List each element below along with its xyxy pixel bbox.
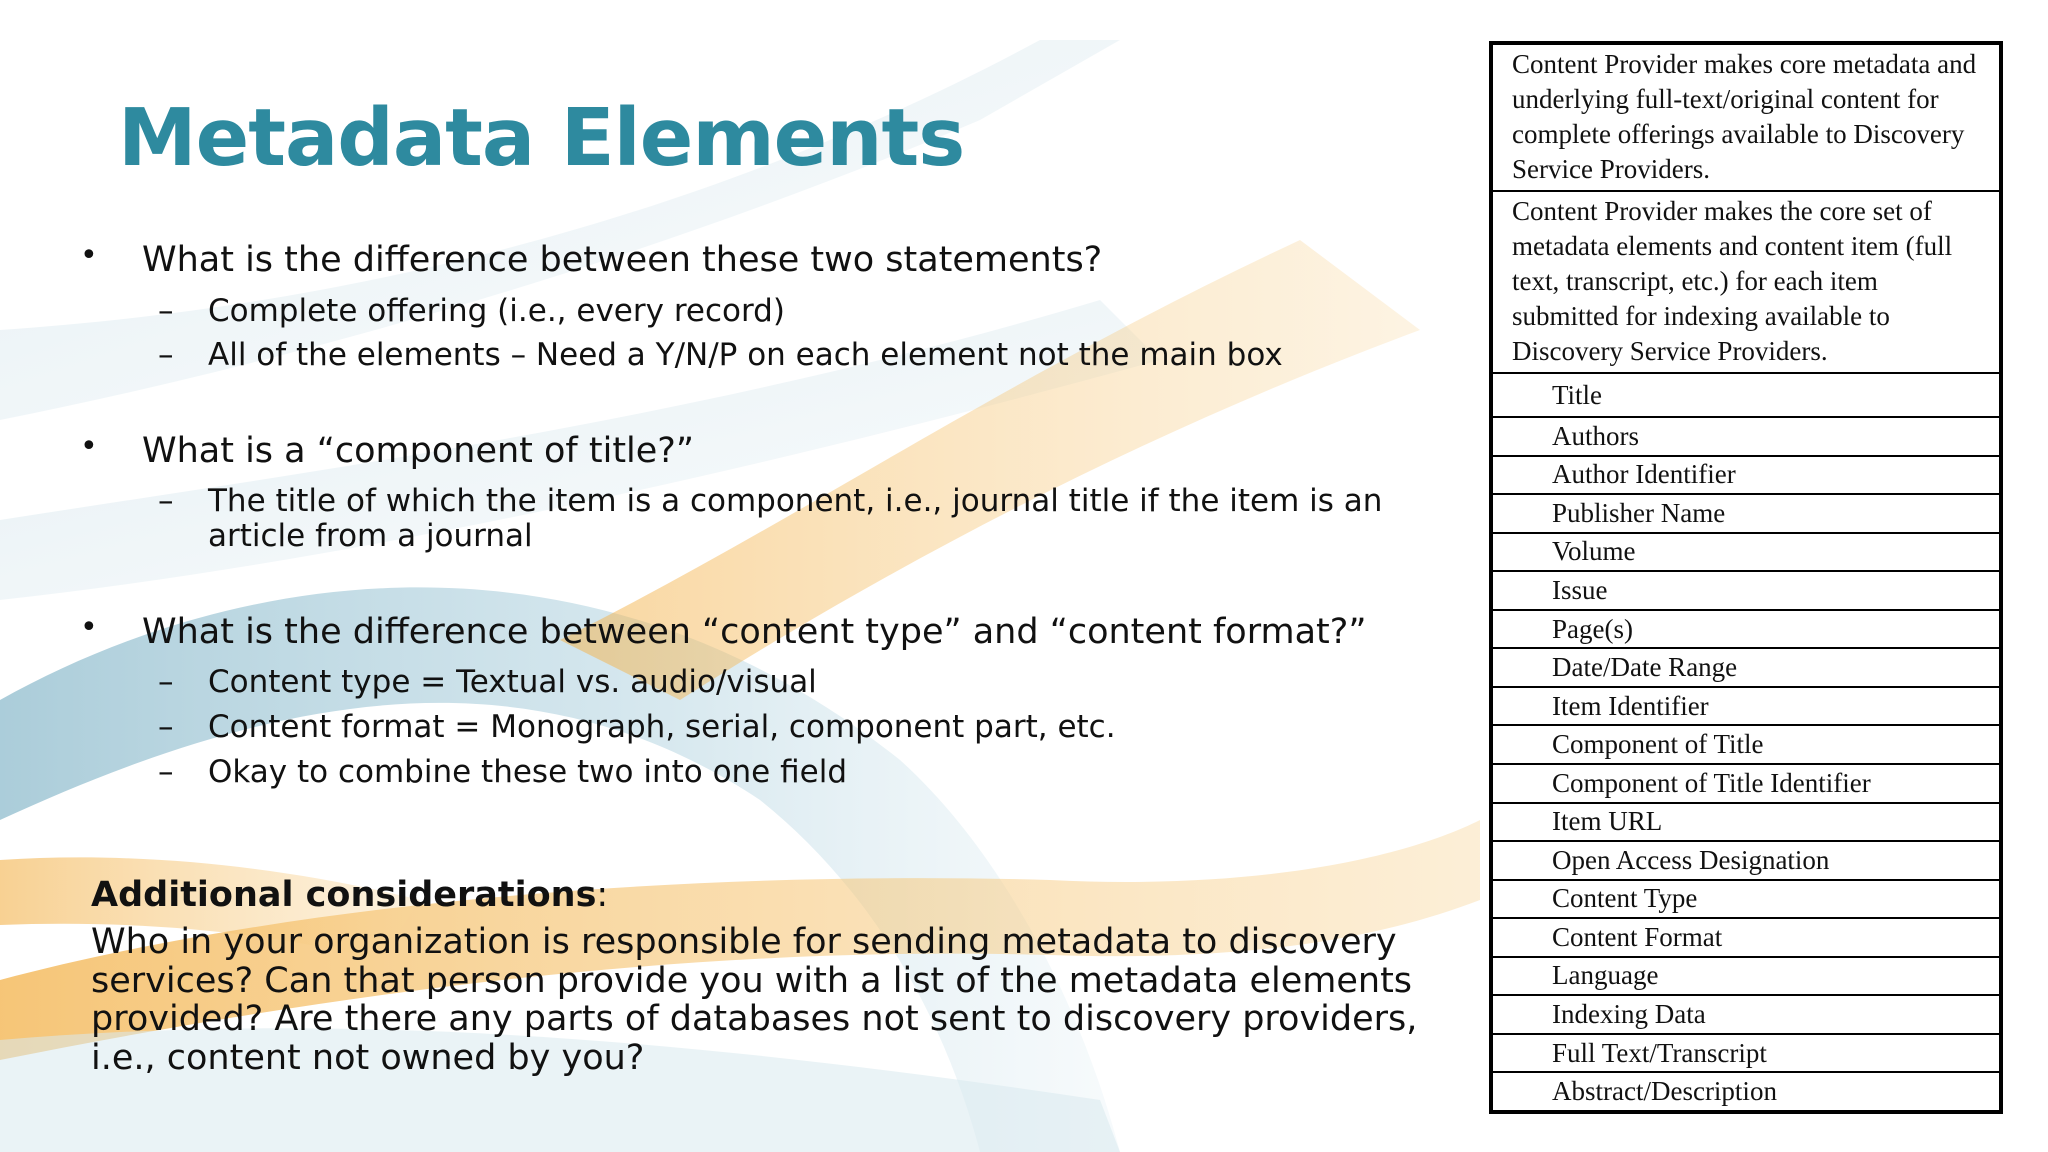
- table-element-row: Page(s): [1493, 611, 1999, 650]
- sub-text: All of the elements – Need a Y/N/P on each element not the main box: [208, 337, 1283, 374]
- sub-list: [80, 484, 1430, 553]
- sub-item: [80, 710, 1430, 745]
- sub-text: The title of which the item is a component, i.e., journal title if the item is an article from a journal: [208, 483, 1383, 555]
- table-element-row: Open Access Designation: [1493, 842, 1999, 881]
- bullet-text: What is the difference between these two statements?: [142, 240, 1103, 280]
- table-element-row: Component of Title: [1493, 726, 1999, 765]
- table-element-row: Date/Date Range: [1493, 649, 1999, 688]
- bullet-icon: •: [80, 238, 98, 273]
- sub-text: Complete offering (i.e., every record): [208, 292, 785, 329]
- bullet-icon: •: [80, 609, 98, 645]
- table-element-row: Full Text/Transcript: [1493, 1035, 1999, 1074]
- sub-item: [80, 755, 1430, 790]
- bullet-text: What is a “component of title?”: [142, 430, 695, 471]
- table-description-cell: Content Provider makes the core set of metadata elements and content item (full text, transcript, etc.) for each item submitted for indexing available to Discovery Service Providers.: [1493, 192, 1999, 374]
- table-element-row: Publisher Name: [1493, 495, 1999, 534]
- table-element-row: Component of Title Identifier: [1493, 765, 1999, 804]
- sub-item: [80, 294, 1430, 329]
- bullet-item: [80, 610, 1430, 656]
- additional-heading: Additional considerations: [91, 875, 597, 915]
- slide-title: Metadata Elements: [118, 92, 965, 184]
- dash-icon: –: [158, 664, 174, 701]
- table-element-row: Issue: [1493, 572, 1999, 611]
- bullet-item: [80, 429, 1430, 475]
- bullet-text: What is the difference between “content type” and “content format?”: [142, 611, 1367, 652]
- dash-icon: –: [158, 753, 174, 790]
- table-element-row: Indexing Data: [1493, 996, 1999, 1035]
- dash-icon: –: [158, 292, 174, 329]
- sub-list: [80, 665, 1430, 789]
- bullet-icon: •: [80, 428, 98, 464]
- additional-considerations: [91, 876, 1441, 1077]
- dash-icon: –: [158, 483, 174, 520]
- table-element-row: Content Format: [1493, 919, 1999, 958]
- dash-icon: –: [158, 337, 174, 374]
- additional-colon: :: [596, 875, 609, 915]
- table-description-cell: Content Provider makes core metadata and underlying full-text/original content for complete offerings available to Discovery Service Providers.: [1493, 45, 1999, 192]
- table-element-row: Language: [1493, 958, 1999, 997]
- sub-item: [80, 338, 1430, 373]
- table-element-row: Item Identifier: [1493, 688, 1999, 727]
- sub-text: Content format = Monograph, serial, component part, etc.: [208, 709, 1116, 746]
- sub-text: Okay to combine these two into one field: [208, 753, 847, 790]
- table-element-row: Volume: [1493, 534, 1999, 573]
- table-element-row: Authors: [1493, 418, 1999, 457]
- bullet-list: [80, 238, 1430, 800]
- table-element-row: Author Identifier: [1493, 457, 1999, 496]
- table-element-row: Content Type: [1493, 881, 1999, 920]
- sub-text: Content type = Textual vs. audio/visual: [208, 664, 817, 701]
- sub-list: [80, 294, 1430, 373]
- additional-body: Who in your organization is responsible for sending metadata to discovery services? Can that person provide you with a list of the metadata elements provided? Are there any parts of databases not sent to discovery providers, i.e., content not owned by you?: [91, 922, 1418, 1078]
- table-element-row: Title: [1493, 374, 1999, 418]
- bullet-item: [80, 238, 1430, 284]
- sub-item: [80, 665, 1430, 700]
- sub-item: [80, 484, 1430, 553]
- metadata-elements-table: [1489, 41, 2003, 1114]
- dash-icon: –: [158, 709, 174, 746]
- table-element-row: Abstract/Description: [1552, 1076, 1777, 1107]
- table-element-row: Item URL: [1493, 804, 1999, 843]
